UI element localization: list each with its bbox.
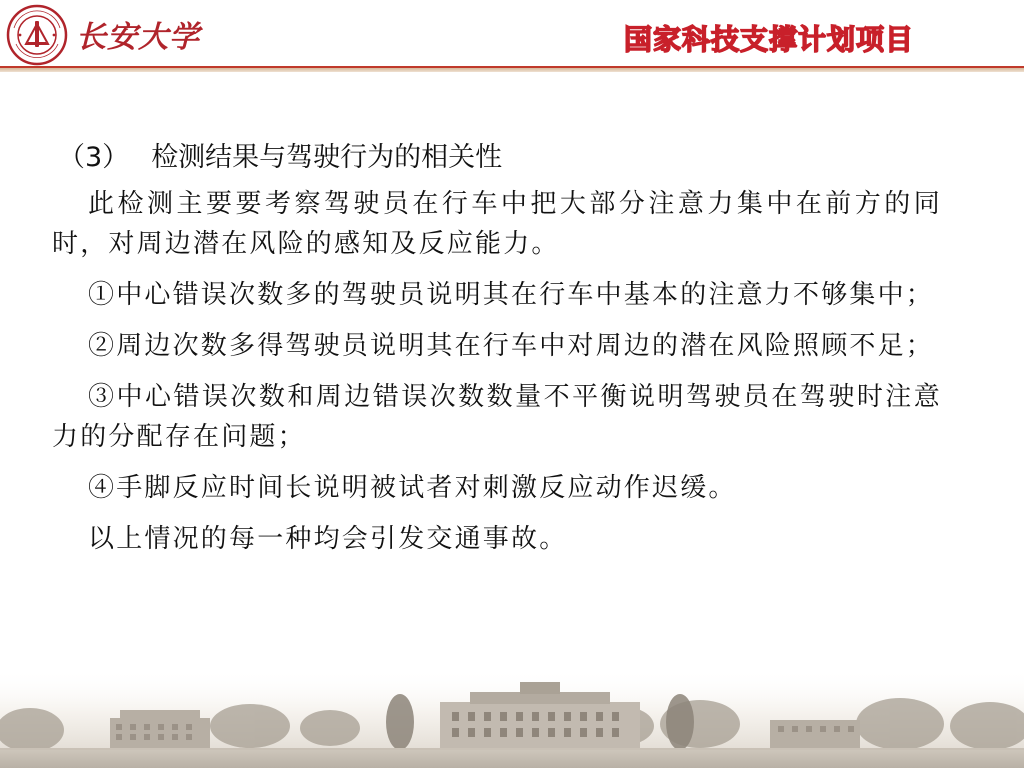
project-title: 国家科技支撑计划项目 [623, 23, 914, 56]
section-title: 检测结果与驾驶行为的相关性 [151, 142, 503, 173]
section-number: （3） [58, 142, 130, 173]
conclusion-paragraph: 以上情况的每一种均会引发交通事故。 [88, 524, 568, 554]
slide-content [52, 138, 942, 570]
university-name: 长安大学 [76, 20, 200, 55]
section-heading [58, 138, 942, 178]
university-seal-icon [6, 4, 68, 66]
header-divider-shadow [0, 68, 1024, 72]
campus-footer-image [0, 668, 1024, 768]
point-1: ①中心错误次数多的驾驶员说明其在行车中基本的注意力不够集中； [88, 280, 935, 310]
point-3: ③中心错误次数和周边错误次数数量不平衡说明驾驶员在驾驶时注意力的分配存在问题； [52, 382, 942, 452]
intro-paragraph: 此检测主要要考察驾驶员在行车中把大部分注意力集中在前方的同时，对周边潜在风险的感知及反应能力。 [52, 189, 942, 259]
point-4: ④手脚反应时间长说明被试者对刺激反应动作迟缓。 [88, 473, 737, 503]
slide-header [0, 0, 1024, 70]
point-2: ②周边次数多得驾驶员说明其在行车中对周边的潜在风险照顾不足； [88, 331, 935, 361]
